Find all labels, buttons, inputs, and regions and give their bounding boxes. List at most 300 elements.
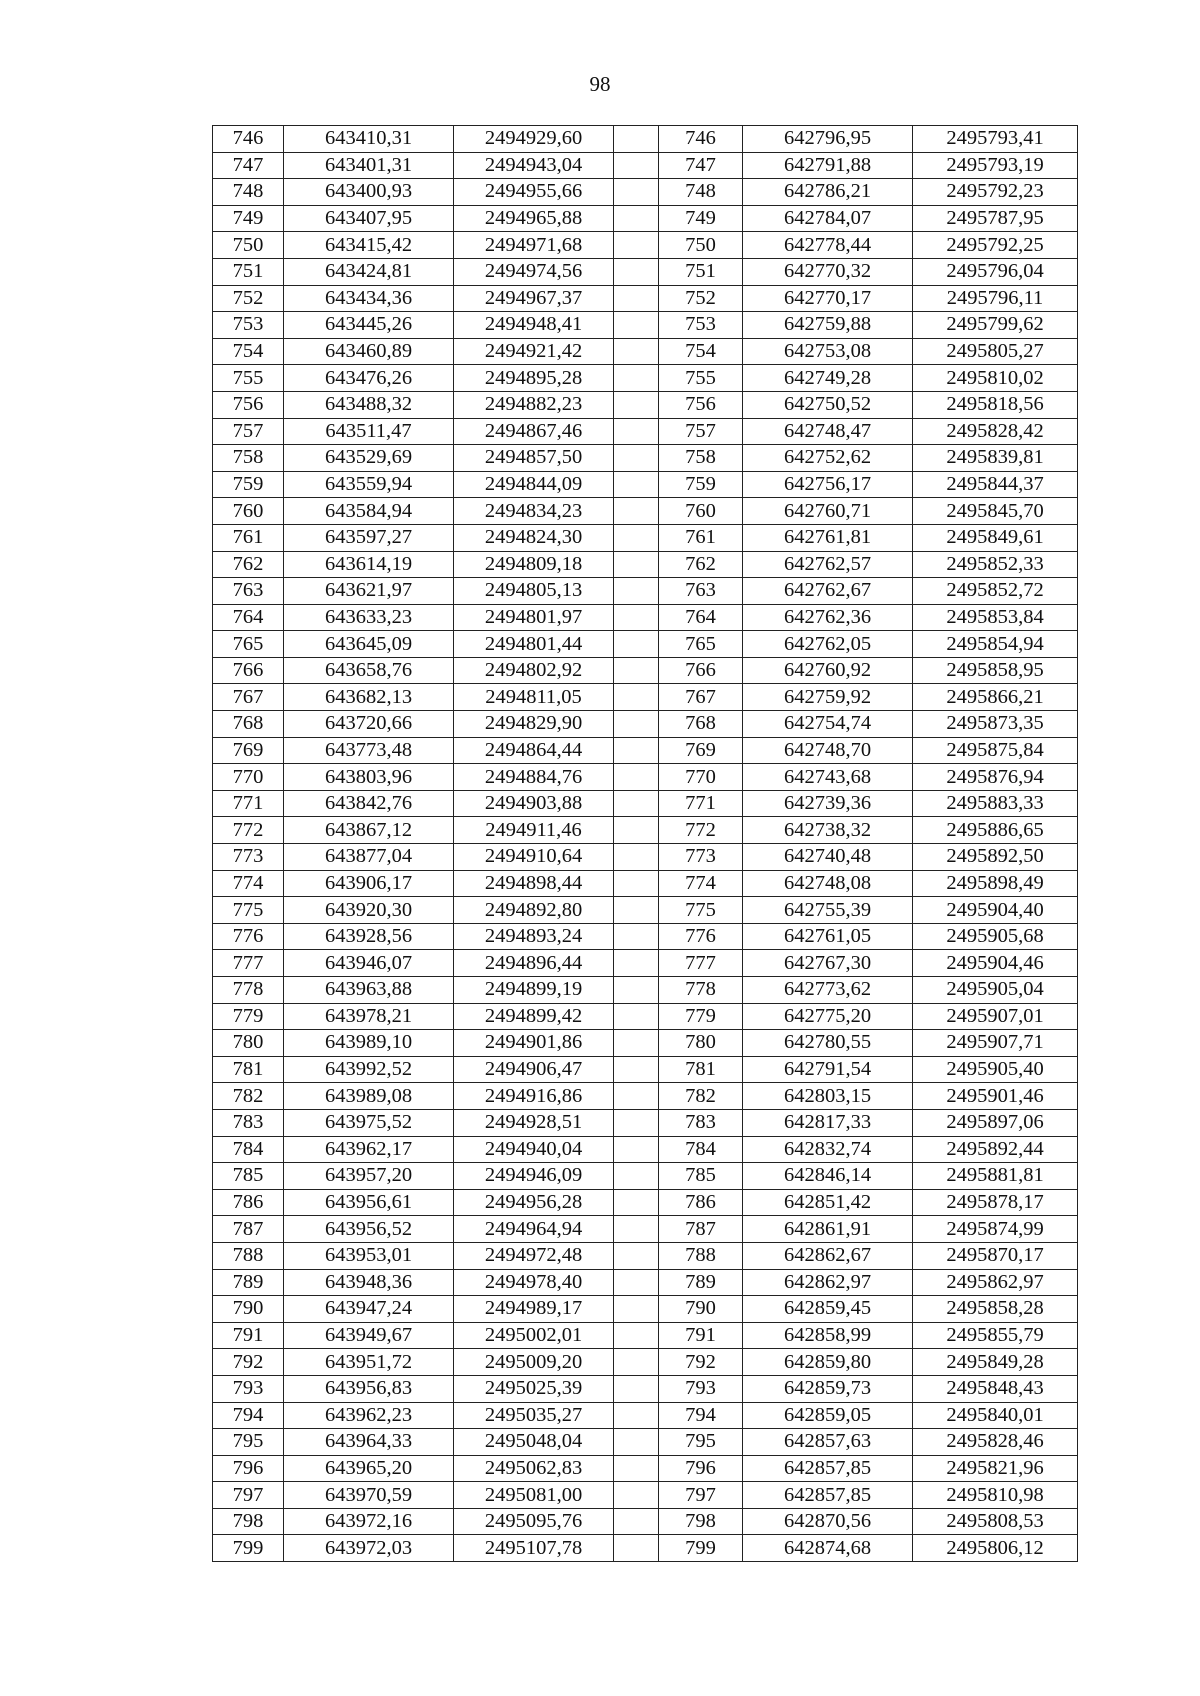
point-number-left: 791 [213, 1322, 284, 1349]
separator-cell [614, 1056, 659, 1083]
separator-cell [614, 498, 659, 525]
table-row [213, 152, 1078, 179]
y-coordinate-left: 2494967,37 [454, 285, 614, 312]
point-number-right: 789 [659, 1269, 743, 1296]
point-number-left: 771 [213, 790, 284, 817]
y-coordinate-left: 2494829,90 [454, 711, 614, 738]
point-number-right: 754 [659, 338, 743, 365]
y-coordinate-right: 2495849,61 [913, 524, 1078, 551]
y-coordinate-right: 2495810,98 [913, 1482, 1078, 1509]
point-number-left: 774 [213, 870, 284, 897]
y-coordinate-right: 2495852,72 [913, 578, 1078, 605]
table-row [213, 1269, 1078, 1296]
separator-cell [614, 1402, 659, 1429]
point-number-left: 765 [213, 631, 284, 658]
point-number-left: 755 [213, 365, 284, 392]
point-number-right: 746 [659, 126, 743, 153]
y-coordinate-left: 2494834,23 [454, 498, 614, 525]
x-coordinate-left: 643948,36 [284, 1269, 454, 1296]
x-coordinate-left: 643410,31 [284, 126, 454, 153]
point-number-left: 782 [213, 1083, 284, 1110]
y-coordinate-left: 2494972,48 [454, 1242, 614, 1269]
point-number-right: 788 [659, 1242, 743, 1269]
y-coordinate-right: 2495845,70 [913, 498, 1078, 525]
point-number-right: 792 [659, 1349, 743, 1376]
table-row [213, 657, 1078, 684]
x-coordinate-right: 642762,57 [743, 551, 913, 578]
table-row [213, 1136, 1078, 1163]
y-coordinate-left: 2494895,28 [454, 365, 614, 392]
point-number-right: 755 [659, 365, 743, 392]
table-row [213, 737, 1078, 764]
x-coordinate-right: 642762,67 [743, 578, 913, 605]
x-coordinate-left: 643906,17 [284, 870, 454, 897]
y-coordinate-right: 2495828,42 [913, 418, 1078, 445]
x-coordinate-left: 643920,30 [284, 897, 454, 924]
table-row [213, 923, 1078, 950]
point-number-right: 757 [659, 418, 743, 445]
y-coordinate-right: 2495876,94 [913, 764, 1078, 791]
point-number-left: 759 [213, 471, 284, 498]
x-coordinate-right: 642859,80 [743, 1349, 913, 1376]
x-coordinate-left: 643415,42 [284, 232, 454, 259]
y-coordinate-left: 2494844,09 [454, 471, 614, 498]
y-coordinate-left: 2494898,44 [454, 870, 614, 897]
point-number-left: 779 [213, 1003, 284, 1030]
y-coordinate-right: 2495907,71 [913, 1030, 1078, 1057]
point-number-right: 778 [659, 977, 743, 1004]
y-coordinate-right: 2495892,50 [913, 844, 1078, 871]
point-number-left: 778 [213, 977, 284, 1004]
separator-cell [614, 1269, 659, 1296]
y-coordinate-right: 2495848,43 [913, 1375, 1078, 1402]
separator-cell [614, 232, 659, 259]
x-coordinate-right: 642857,85 [743, 1482, 913, 1509]
y-coordinate-left: 2494948,41 [454, 312, 614, 339]
x-coordinate-left: 643773,48 [284, 737, 454, 764]
point-number-right: 795 [659, 1429, 743, 1456]
x-coordinate-left: 643962,23 [284, 1402, 454, 1429]
table-row [213, 1455, 1078, 1482]
y-coordinate-left: 2494974,56 [454, 258, 614, 285]
x-coordinate-left: 643720,66 [284, 711, 454, 738]
y-coordinate-right: 2495904,46 [913, 950, 1078, 977]
point-number-left: 747 [213, 152, 284, 179]
separator-cell [614, 657, 659, 684]
point-number-left: 775 [213, 897, 284, 924]
point-number-left: 797 [213, 1482, 284, 1509]
y-coordinate-right: 2495806,12 [913, 1535, 1078, 1562]
separator-cell [614, 844, 659, 871]
x-coordinate-right: 642739,36 [743, 790, 913, 817]
point-number-right: 775 [659, 897, 743, 924]
x-coordinate-right: 642762,05 [743, 631, 913, 658]
x-coordinate-right: 642761,81 [743, 524, 913, 551]
y-coordinate-right: 2495873,35 [913, 711, 1078, 738]
x-coordinate-right: 642760,92 [743, 657, 913, 684]
separator-cell [614, 1083, 659, 1110]
separator-cell [614, 870, 659, 897]
y-coordinate-right: 2495886,65 [913, 817, 1078, 844]
y-coordinate-right: 2495905,04 [913, 977, 1078, 1004]
y-coordinate-left: 2494801,44 [454, 631, 614, 658]
x-coordinate-right: 642862,67 [743, 1242, 913, 1269]
x-coordinate-left: 643962,17 [284, 1136, 454, 1163]
x-coordinate-right: 642760,71 [743, 498, 913, 525]
point-number-left: 783 [213, 1109, 284, 1136]
point-number-right: 750 [659, 232, 743, 259]
x-coordinate-right: 642859,73 [743, 1375, 913, 1402]
y-coordinate-left: 2494940,04 [454, 1136, 614, 1163]
y-coordinate-right: 2495810,02 [913, 365, 1078, 392]
table-row [213, 604, 1078, 631]
y-coordinate-right: 2495792,23 [913, 179, 1078, 206]
table-row [213, 1375, 1078, 1402]
separator-cell [614, 551, 659, 578]
point-number-left: 786 [213, 1189, 284, 1216]
y-coordinate-left: 2494929,60 [454, 126, 614, 153]
y-coordinate-right: 2495849,28 [913, 1349, 1078, 1376]
point-number-right: 787 [659, 1216, 743, 1243]
x-coordinate-left: 643965,20 [284, 1455, 454, 1482]
y-coordinate-left: 2494943,04 [454, 152, 614, 179]
point-number-left: 753 [213, 312, 284, 339]
x-coordinate-left: 643957,20 [284, 1163, 454, 1190]
y-coordinate-left: 2494956,28 [454, 1189, 614, 1216]
separator-cell [614, 1349, 659, 1376]
table-row [213, 684, 1078, 711]
x-coordinate-left: 643645,09 [284, 631, 454, 658]
table-row [213, 258, 1078, 285]
y-coordinate-right: 2495844,37 [913, 471, 1078, 498]
x-coordinate-left: 643978,21 [284, 1003, 454, 1030]
y-coordinate-left: 2494884,76 [454, 764, 614, 791]
separator-cell [614, 923, 659, 950]
point-number-left: 788 [213, 1242, 284, 1269]
point-number-left: 784 [213, 1136, 284, 1163]
table-row [213, 471, 1078, 498]
x-coordinate-left: 643424,81 [284, 258, 454, 285]
x-coordinate-right: 642767,30 [743, 950, 913, 977]
y-coordinate-left: 2494896,44 [454, 950, 614, 977]
point-number-left: 769 [213, 737, 284, 764]
x-coordinate-right: 642756,17 [743, 471, 913, 498]
y-coordinate-left: 2494928,51 [454, 1109, 614, 1136]
x-coordinate-left: 643460,89 [284, 338, 454, 365]
x-coordinate-right: 642755,39 [743, 897, 913, 924]
separator-cell [614, 365, 659, 392]
separator-cell [614, 205, 659, 232]
x-coordinate-right: 642748,08 [743, 870, 913, 897]
separator-cell [614, 711, 659, 738]
y-coordinate-right: 2495870,17 [913, 1242, 1078, 1269]
x-coordinate-left: 643529,69 [284, 445, 454, 472]
y-coordinate-left: 2494893,24 [454, 923, 614, 950]
y-coordinate-left: 2494811,05 [454, 684, 614, 711]
table-row [213, 445, 1078, 472]
table-row [213, 1109, 1078, 1136]
y-coordinate-right: 2495874,99 [913, 1216, 1078, 1243]
separator-cell [614, 258, 659, 285]
separator-cell [614, 1216, 659, 1243]
separator-cell [614, 445, 659, 472]
point-number-right: 760 [659, 498, 743, 525]
y-coordinate-right: 2495818,56 [913, 391, 1078, 418]
x-coordinate-right: 642750,52 [743, 391, 913, 418]
separator-cell [614, 764, 659, 791]
point-number-right: 786 [659, 1189, 743, 1216]
y-coordinate-right: 2495792,25 [913, 232, 1078, 259]
x-coordinate-left: 643584,94 [284, 498, 454, 525]
table-row [213, 790, 1078, 817]
y-coordinate-left: 2494901,86 [454, 1030, 614, 1057]
x-coordinate-right: 642754,74 [743, 711, 913, 738]
point-number-left: 793 [213, 1375, 284, 1402]
y-coordinate-left: 2494989,17 [454, 1296, 614, 1323]
table-row [213, 1030, 1078, 1057]
point-number-right: 765 [659, 631, 743, 658]
x-coordinate-right: 642775,20 [743, 1003, 913, 1030]
point-number-right: 774 [659, 870, 743, 897]
x-coordinate-left: 643400,93 [284, 179, 454, 206]
y-coordinate-left: 2495107,78 [454, 1535, 614, 1562]
x-coordinate-right: 642748,47 [743, 418, 913, 445]
y-coordinate-left: 2494857,50 [454, 445, 614, 472]
point-number-right: 759 [659, 471, 743, 498]
table-row [213, 870, 1078, 897]
y-coordinate-left: 2495035,27 [454, 1402, 614, 1429]
point-number-right: 781 [659, 1056, 743, 1083]
x-coordinate-right: 642862,97 [743, 1269, 913, 1296]
point-number-left: 761 [213, 524, 284, 551]
table-row [213, 844, 1078, 871]
table-row [213, 1216, 1078, 1243]
point-number-right: 790 [659, 1296, 743, 1323]
separator-cell [614, 524, 659, 551]
x-coordinate-left: 643964,33 [284, 1429, 454, 1456]
x-coordinate-left: 643488,32 [284, 391, 454, 418]
x-coordinate-right: 642773,62 [743, 977, 913, 1004]
y-coordinate-right: 2495855,79 [913, 1322, 1078, 1349]
table-row [213, 1056, 1078, 1083]
separator-cell [614, 1030, 659, 1057]
table-row [213, 897, 1078, 924]
y-coordinate-right: 2495796,04 [913, 258, 1078, 285]
point-number-left: 787 [213, 1216, 284, 1243]
point-number-left: 746 [213, 126, 284, 153]
y-coordinate-left: 2494809,18 [454, 551, 614, 578]
table-row [213, 977, 1078, 1004]
point-number-left: 752 [213, 285, 284, 312]
x-coordinate-left: 643956,61 [284, 1189, 454, 1216]
point-number-right: 749 [659, 205, 743, 232]
x-coordinate-left: 643633,23 [284, 604, 454, 631]
separator-cell [614, 1163, 659, 1190]
y-coordinate-left: 2494867,46 [454, 418, 614, 445]
y-coordinate-right: 2495866,21 [913, 684, 1078, 711]
x-coordinate-left: 643956,52 [284, 1216, 454, 1243]
separator-cell [614, 1322, 659, 1349]
x-coordinate-right: 642861,91 [743, 1216, 913, 1243]
y-coordinate-right: 2495793,19 [913, 152, 1078, 179]
point-number-right: 761 [659, 524, 743, 551]
point-number-right: 763 [659, 578, 743, 605]
point-number-left: 749 [213, 205, 284, 232]
separator-cell [614, 1482, 659, 1509]
x-coordinate-left: 643803,96 [284, 764, 454, 791]
separator-cell [614, 418, 659, 445]
table-row [213, 391, 1078, 418]
separator-cell [614, 1508, 659, 1535]
separator-cell [614, 578, 659, 605]
point-number-right: 798 [659, 1508, 743, 1535]
table-row [213, 1482, 1078, 1509]
x-coordinate-right: 642870,56 [743, 1508, 913, 1535]
table-row [213, 1429, 1078, 1456]
point-number-left: 751 [213, 258, 284, 285]
y-coordinate-right: 2495881,81 [913, 1163, 1078, 1190]
x-coordinate-right: 642851,42 [743, 1189, 913, 1216]
x-coordinate-right: 642770,32 [743, 258, 913, 285]
point-number-left: 756 [213, 391, 284, 418]
x-coordinate-left: 643476,26 [284, 365, 454, 392]
x-coordinate-right: 642859,45 [743, 1296, 913, 1323]
y-coordinate-left: 2495081,00 [454, 1482, 614, 1509]
y-coordinate-right: 2495805,27 [913, 338, 1078, 365]
y-coordinate-left: 2494882,23 [454, 391, 614, 418]
x-coordinate-right: 642780,55 [743, 1030, 913, 1057]
point-number-right: 753 [659, 312, 743, 339]
point-number-left: 794 [213, 1402, 284, 1429]
point-number-right: 766 [659, 657, 743, 684]
point-number-right: 762 [659, 551, 743, 578]
separator-cell [614, 391, 659, 418]
point-number-left: 764 [213, 604, 284, 631]
point-number-left: 770 [213, 764, 284, 791]
y-coordinate-right: 2495828,46 [913, 1429, 1078, 1456]
y-coordinate-left: 2494802,92 [454, 657, 614, 684]
point-number-right: 767 [659, 684, 743, 711]
y-coordinate-right: 2495858,28 [913, 1296, 1078, 1323]
point-number-left: 790 [213, 1296, 284, 1323]
y-coordinate-left: 2494946,09 [454, 1163, 614, 1190]
point-number-left: 776 [213, 923, 284, 950]
separator-cell [614, 950, 659, 977]
x-coordinate-left: 643989,10 [284, 1030, 454, 1057]
separator-cell [614, 338, 659, 365]
point-number-right: 782 [659, 1083, 743, 1110]
point-number-left: 785 [213, 1163, 284, 1190]
y-coordinate-right: 2495875,84 [913, 737, 1078, 764]
separator-cell [614, 684, 659, 711]
y-coordinate-left: 2495095,76 [454, 1508, 614, 1535]
y-coordinate-left: 2494965,88 [454, 205, 614, 232]
point-number-left: 762 [213, 551, 284, 578]
x-coordinate-right: 642762,36 [743, 604, 913, 631]
table-row [213, 205, 1078, 232]
x-coordinate-right: 642796,95 [743, 126, 913, 153]
table-row [213, 1349, 1078, 1376]
coordinates-table [212, 125, 1078, 1562]
x-coordinate-right: 642759,92 [743, 684, 913, 711]
separator-cell [614, 1003, 659, 1030]
point-number-right: 783 [659, 1109, 743, 1136]
x-coordinate-left: 643946,07 [284, 950, 454, 977]
y-coordinate-left: 2495025,39 [454, 1375, 614, 1402]
separator-cell [614, 1455, 659, 1482]
x-coordinate-left: 643867,12 [284, 817, 454, 844]
y-coordinate-left: 2494971,68 [454, 232, 614, 259]
x-coordinate-right: 642857,63 [743, 1429, 913, 1456]
separator-cell [614, 1296, 659, 1323]
separator-cell [614, 604, 659, 631]
x-coordinate-right: 642791,54 [743, 1056, 913, 1083]
table-row [213, 1003, 1078, 1030]
y-coordinate-right: 2495904,40 [913, 897, 1078, 924]
x-coordinate-right: 642748,70 [743, 737, 913, 764]
point-number-right: 779 [659, 1003, 743, 1030]
x-coordinate-left: 643963,88 [284, 977, 454, 1004]
table-row [213, 1189, 1078, 1216]
separator-cell [614, 1189, 659, 1216]
point-number-left: 798 [213, 1508, 284, 1535]
x-coordinate-left: 643401,31 [284, 152, 454, 179]
separator-cell [614, 737, 659, 764]
y-coordinate-left: 2495009,20 [454, 1349, 614, 1376]
x-coordinate-left: 643597,27 [284, 524, 454, 551]
x-coordinate-right: 642740,48 [743, 844, 913, 871]
x-coordinate-right: 642846,14 [743, 1163, 913, 1190]
point-number-right: 764 [659, 604, 743, 631]
table-row [213, 524, 1078, 551]
y-coordinate-right: 2495793,41 [913, 126, 1078, 153]
x-coordinate-right: 642778,44 [743, 232, 913, 259]
point-number-right: 772 [659, 817, 743, 844]
point-number-right: 769 [659, 737, 743, 764]
point-number-right: 770 [659, 764, 743, 791]
table-row [213, 950, 1078, 977]
x-coordinate-left: 643947,24 [284, 1296, 454, 1323]
x-coordinate-left: 643972,03 [284, 1535, 454, 1562]
x-coordinate-left: 643842,76 [284, 790, 454, 817]
table-row [213, 711, 1078, 738]
table-row [213, 338, 1078, 365]
point-number-right: 747 [659, 152, 743, 179]
point-number-left: 792 [213, 1349, 284, 1376]
table-row [213, 1322, 1078, 1349]
page-number: 98 [589, 72, 611, 96]
table-row [213, 817, 1078, 844]
x-coordinate-left: 643407,95 [284, 205, 454, 232]
separator-cell [614, 1136, 659, 1163]
separator-cell [614, 897, 659, 924]
y-coordinate-left: 2494916,86 [454, 1083, 614, 1110]
separator-cell [614, 126, 659, 153]
y-coordinate-left: 2494899,42 [454, 1003, 614, 1030]
y-coordinate-right: 2495898,49 [913, 870, 1078, 897]
point-number-left: 789 [213, 1269, 284, 1296]
x-coordinate-right: 642817,33 [743, 1109, 913, 1136]
separator-cell [614, 790, 659, 817]
table-row [213, 312, 1078, 339]
y-coordinate-left: 2494864,44 [454, 737, 614, 764]
point-number-left: 766 [213, 657, 284, 684]
y-coordinate-right: 2495853,84 [913, 604, 1078, 631]
x-coordinate-left: 643951,72 [284, 1349, 454, 1376]
table-row [213, 1163, 1078, 1190]
x-coordinate-right: 642738,32 [743, 817, 913, 844]
x-coordinate-left: 643972,16 [284, 1508, 454, 1535]
